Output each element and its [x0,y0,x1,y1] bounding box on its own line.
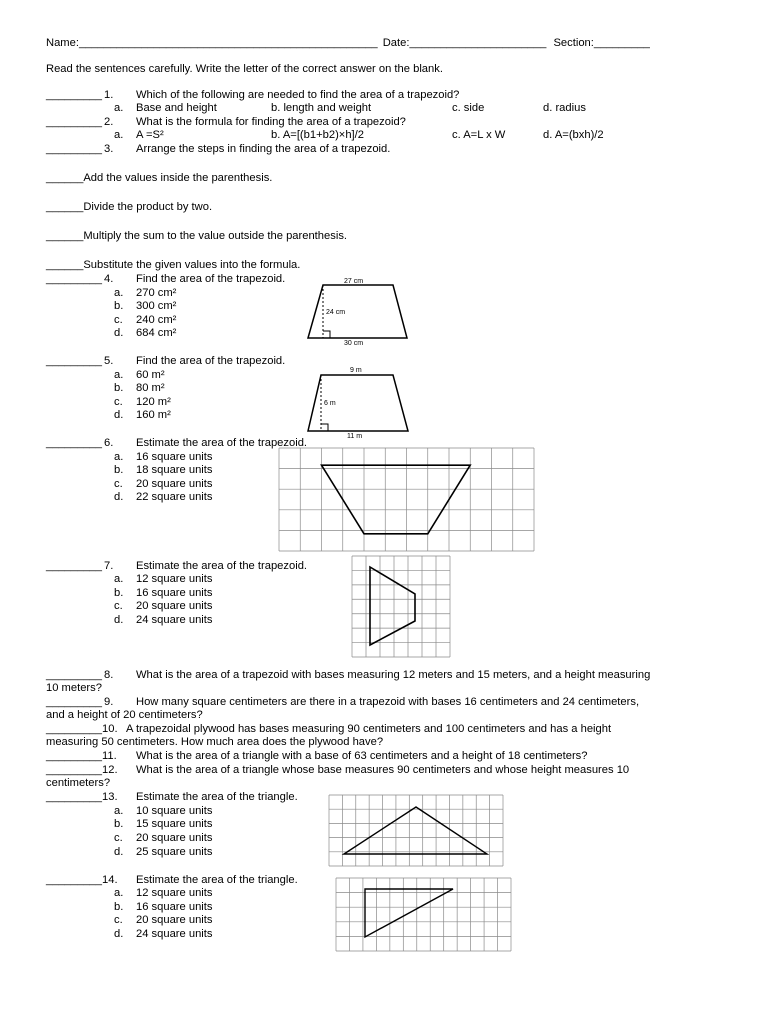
q5-choice-a-letter: a. [114,369,124,381]
q8-number: 8. [104,669,114,681]
q13-choice-b: 15 square units [136,818,213,830]
q8-text-continued: 10 meters? [46,682,102,694]
q1-number: 1. [104,89,114,101]
q7-choice-b-letter: b. [114,587,124,599]
q14-grid-figure [336,878,511,951]
q3-step-2-text: Divide the product by two. [83,201,213,213]
q4-choice-c: 240 cm² [136,314,177,326]
q14-choice-d-letter: d. [114,928,124,940]
q14-choice-b-letter: b. [114,901,124,913]
name-blank[interactable]: ________________________________________________ [78,37,378,49]
q2-choice-d: d. A=(bxh)/2 [543,129,604,141]
section-blank[interactable]: _________ [593,37,650,49]
q14-number: 14. [102,874,118,886]
q4-choice-d: 684 cm² [136,327,177,339]
q3-blank[interactable]: _________ [46,143,102,155]
q7-choice-a: 12 square units [136,573,213,585]
q4-choice-d-letter: d. [114,327,124,339]
q3-step-1-blank[interactable]: ______ [46,172,84,184]
q5-right-angle-mark [321,424,328,431]
q9-number: 9. [104,696,114,708]
q9-text: How many square centimeters are there in a trapezoid with bases 16 centimeters and 24 centimeters, [136,696,640,708]
q13-grid-figure [329,795,503,866]
q2-number: 2. [104,116,114,128]
q2-text: What is the formula for finding the area of a trapezoid? [136,116,406,128]
q7-number: 7. [104,560,114,572]
q6-grid [279,448,534,551]
q14-choice-c-letter: c. [114,914,123,926]
q6-choice-d-letter: d. [114,491,124,503]
q5-trapezoid-figure [300,364,415,440]
q12-text: What is the area of a triangle whose base measures 90 centimeters and whose height measures 10 [136,764,630,776]
q13-choice-c-letter: c. [114,832,123,844]
q13-text: Estimate the area of the triangle. [136,791,298,803]
q13-choice-d: 25 square units [136,846,213,858]
q6-choice-b: 18 square units [136,464,213,476]
q13-grid [329,795,503,866]
q10-text: A trapezoidal plywood has bases measuring 90 centimeters and 100 centimeters and has a height [126,723,612,735]
q12-number: 12. [102,764,118,776]
q4-choice-c-letter: c. [114,314,123,326]
q4-right-angle-mark [323,331,330,338]
q10-blank[interactable]: _________ [46,723,102,735]
q4-choice-b: 300 cm² [136,300,177,312]
q5-choice-d: 160 m² [136,409,171,421]
q3-step-4-text: Substitute the given values into the formula. [83,259,301,271]
q3-step-2-blank[interactable]: ______ [46,201,84,213]
q13-choice-c: 20 square units [136,832,213,844]
q6-grid-figure [279,448,534,551]
q11-blank[interactable]: _________ [46,750,102,762]
q5-choice-c-letter: c. [114,396,123,408]
q14-choice-a-letter: a. [114,887,124,899]
q14-triangle-shape [365,889,453,937]
q14-choice-a: 12 square units [136,887,213,899]
q3-step-2 [46,201,212,214]
q6-blank[interactable]: _________ [46,437,102,449]
q1-choice-d: d. radius [543,102,586,114]
q7-blank[interactable]: _________ [46,560,102,572]
q3-step-3-text: Multiply the sum to the value outside the parenthesis. [83,230,348,242]
q6-trapezoid-shape [322,465,471,534]
q5-choice-a: 60 m² [136,369,165,381]
q4-top-label: 27 cm [344,278,364,285]
date-blank[interactable]: ______________________ [409,37,547,49]
q9-text-continued: and a height of 20 centimeters? [46,709,203,721]
section-label: Section: [553,37,594,49]
q5-choice-b-letter: b. [114,382,124,394]
q2-choice-c: c. A=L x W [452,129,506,141]
q4-text: Find the area of the trapezoid. [136,273,286,285]
q1-choice-c: c. side [452,102,485,114]
q3-text: Arrange the steps in finding the area of a trapezoid. [136,143,391,155]
q14-blank[interactable]: _________ [46,874,102,886]
q8-text: What is the area of a trapezoid with bases measuring 12 meters and 15 meters, and a height measuring [136,669,651,681]
q13-choice-a: 10 square units [136,805,213,817]
q3-step-3 [46,230,347,243]
q7-text: Estimate the area of the trapezoid. [136,560,308,572]
q3-step-4 [46,259,300,272]
q13-triangle-shape [344,807,487,854]
q7-choice-c-letter: c. [114,600,123,612]
q14-choice-c: 20 square units [136,914,213,926]
q14-choice-b: 16 square units [136,901,213,913]
q6-text: Estimate the area of the trapezoid. [136,437,308,449]
q5-bottom-label: 11 m [347,433,363,440]
q5-top-label: 9 m [350,367,362,374]
q7-choice-a-letter: a. [114,573,124,585]
q7-choice-d-letter: d. [114,614,124,626]
q5-choice-c: 120 m² [136,396,171,408]
q7-grid [352,556,450,657]
q12-text-continued: centimeters? [46,777,111,789]
q5-number: 5. [104,355,114,367]
q6-choice-a-letter: a. [114,451,124,463]
q4-choice-a: 270 cm² [136,287,177,299]
q6-choice-c: 20 square units [136,478,213,490]
q5-choice-d-letter: d. [114,409,124,421]
q4-choice-a-letter: a. [114,287,124,299]
date-label: Date: [382,37,410,49]
q6-choice-b-letter: b. [114,464,124,476]
q10-text-continued: measuring 50 centimeters. How much area does the plywood have? [46,736,384,748]
q3-number: 3. [104,143,114,155]
q14-text: Estimate the area of the triangle. [136,874,298,886]
q11-text: What is the area of a triangle with a base of 63 centimeters and a height of 18 centimeters? [136,750,588,762]
q1-choice-a-letter: a. [114,102,124,114]
q4-blank[interactable]: _________ [46,273,102,285]
q7-grid-figure [352,556,450,657]
q1-blank[interactable]: _________ [46,89,102,101]
q2-blank[interactable]: _________ [46,116,102,128]
q4-bottom-label: 30 cm [344,340,364,347]
q8-blank[interactable]: _________ [46,669,102,681]
q1-text: Which of the following are needed to find the area of a trapezoid? [136,89,460,101]
name-label: Name: [46,37,79,49]
q7-choice-c: 20 square units [136,600,213,612]
q12-blank[interactable]: _________ [46,764,102,776]
q6-number: 6. [104,437,114,449]
q4-height-label: 24 cm [326,309,346,316]
q6-choice-c-letter: c. [114,478,123,490]
q5-trapezoid-shape [308,375,408,431]
q1-choice-a: Base and height [136,102,217,114]
q13-choice-d-letter: d. [114,846,124,858]
q13-number: 13. [102,791,118,803]
q7-choice-d: 24 square units [136,614,213,626]
q5-blank[interactable]: _________ [46,355,102,367]
q10-number: 10. [102,723,118,735]
q1-choice-b: b. length and weight [271,102,372,114]
q4-trapezoid-figure [300,274,415,346]
q3-step-3-blank[interactable]: ______ [46,230,84,242]
q13-choice-a-letter: a. [114,805,124,817]
q2-choice-a-letter: a. [114,129,124,141]
q5-text: Find the area of the trapezoid. [136,355,286,367]
q6-choice-a: 16 square units [136,451,213,463]
q11-number: 11. [102,750,117,762]
q13-choice-b-letter: b. [114,818,124,830]
q4-number: 4. [104,273,114,285]
q13-blank[interactable]: _________ [46,791,102,803]
q3-step-1 [46,172,272,185]
q2-choice-b: b. A=[(b1+b2)×h]/2 [271,129,364,141]
q9-blank[interactable]: _________ [46,696,102,708]
q6-choice-d: 22 square units [136,491,213,503]
instructions: Read the sentences carefully. Write the letter of the correct answer on the blank. [46,63,443,75]
q3-step-4-blank[interactable]: ______ [46,259,84,271]
q4-choice-b-letter: b. [114,300,124,312]
q5-choice-b: 80 m² [136,382,165,394]
q7-choice-b: 16 square units [136,587,213,599]
header-line [46,37,650,50]
q5-height-label: 6 m [324,400,336,407]
q14-choice-d: 24 square units [136,928,213,940]
q2-choice-a: A =S² [136,129,164,141]
q3-step-1-text: Add the values inside the parenthesis. [83,172,273,184]
